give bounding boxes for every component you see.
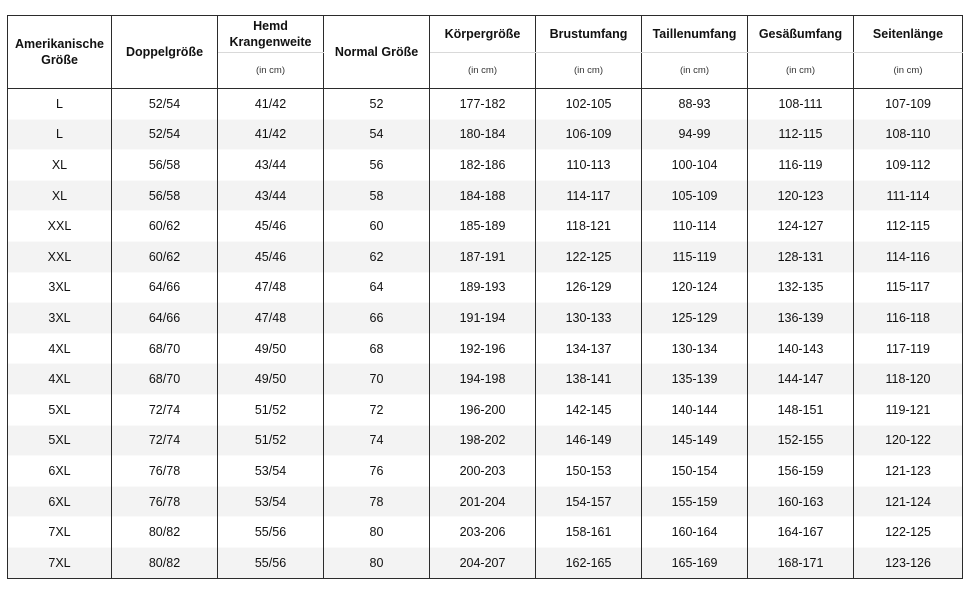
table-cell: 94-99 bbox=[642, 119, 748, 150]
table-cell: 76 bbox=[324, 456, 430, 487]
table-cell: 72 bbox=[324, 394, 430, 425]
table-cell: 118-120 bbox=[854, 364, 963, 395]
table-cell: 41/42 bbox=[218, 119, 324, 150]
unit-hip: (in cm) bbox=[748, 53, 854, 89]
table-row bbox=[8, 456, 963, 487]
table-cell: 7XL bbox=[8, 547, 112, 578]
table-cell: 115-119 bbox=[642, 241, 748, 272]
table-cell: 125-129 bbox=[642, 303, 748, 334]
table-cell: 162-165 bbox=[536, 547, 642, 578]
table-cell: 53/54 bbox=[218, 456, 324, 487]
table-row bbox=[8, 303, 963, 334]
unit-side-length: (in cm) bbox=[854, 53, 963, 89]
table-cell: 66 bbox=[324, 303, 430, 334]
table-cell: 122-125 bbox=[536, 241, 642, 272]
table-cell: 108-111 bbox=[748, 89, 854, 120]
table-cell: 150-153 bbox=[536, 456, 642, 487]
table-cell: 156-159 bbox=[748, 456, 854, 487]
table-cell: 62 bbox=[324, 241, 430, 272]
table-cell: 132-135 bbox=[748, 272, 854, 303]
table-cell: 189-193 bbox=[430, 272, 536, 303]
table-cell: 110-114 bbox=[642, 211, 748, 242]
table-cell: 56 bbox=[324, 150, 430, 181]
table-cell: 72/74 bbox=[112, 425, 218, 456]
table-row bbox=[8, 333, 963, 364]
table-cell: 56/58 bbox=[112, 150, 218, 181]
table-cell: 45/46 bbox=[218, 241, 324, 272]
table-cell: 119-121 bbox=[854, 394, 963, 425]
table-cell: 120-124 bbox=[642, 272, 748, 303]
table-cell: 43/44 bbox=[218, 180, 324, 211]
table-cell: 136-139 bbox=[748, 303, 854, 334]
table-cell: 55/56 bbox=[218, 517, 324, 548]
table-cell: 52/54 bbox=[112, 119, 218, 150]
table-row bbox=[8, 150, 963, 181]
table-cell: 56/58 bbox=[112, 180, 218, 211]
table-cell: 7XL bbox=[8, 517, 112, 548]
header-double-size: Doppelgröße bbox=[112, 16, 218, 89]
table-cell: 140-144 bbox=[642, 394, 748, 425]
table-cell: 3XL bbox=[8, 272, 112, 303]
table-cell: 54 bbox=[324, 119, 430, 150]
table-cell: 203-206 bbox=[430, 517, 536, 548]
table-cell: 150-154 bbox=[642, 456, 748, 487]
table-cell: 49/50 bbox=[218, 333, 324, 364]
table-cell: 80 bbox=[324, 547, 430, 578]
table-row bbox=[8, 425, 963, 456]
table-cell: 78 bbox=[324, 486, 430, 517]
size-table bbox=[7, 15, 963, 579]
table-cell: 160-163 bbox=[748, 486, 854, 517]
table-cell: 142-145 bbox=[536, 394, 642, 425]
table-cell: XXL bbox=[8, 211, 112, 242]
table-cell: XL bbox=[8, 180, 112, 211]
table-cell: 130-133 bbox=[536, 303, 642, 334]
table-cell: 80/82 bbox=[112, 517, 218, 548]
table-cell: 52 bbox=[324, 89, 430, 120]
unit-waist: (in cm) bbox=[642, 53, 748, 89]
table-row bbox=[8, 364, 963, 395]
table-cell: 80 bbox=[324, 517, 430, 548]
table-row bbox=[8, 517, 963, 548]
table-cell: 146-149 bbox=[536, 425, 642, 456]
table-cell: 70 bbox=[324, 364, 430, 395]
table-row bbox=[8, 211, 963, 242]
table-cell: 60 bbox=[324, 211, 430, 242]
table-cell: 192-196 bbox=[430, 333, 536, 364]
table-cell: 198-202 bbox=[430, 425, 536, 456]
table-cell: 122-125 bbox=[854, 517, 963, 548]
table-cell: 55/56 bbox=[218, 547, 324, 578]
table-cell: 43/44 bbox=[218, 150, 324, 181]
table-cell: 154-157 bbox=[536, 486, 642, 517]
unit-chest: (in cm) bbox=[536, 53, 642, 89]
table-cell: 164-167 bbox=[748, 517, 854, 548]
table-cell: 121-123 bbox=[854, 456, 963, 487]
table-cell: 5XL bbox=[8, 425, 112, 456]
table-cell: 4XL bbox=[8, 333, 112, 364]
table-cell: 184-188 bbox=[430, 180, 536, 211]
table-cell: 109-112 bbox=[854, 150, 963, 181]
table-cell: 180-184 bbox=[430, 119, 536, 150]
header-american-size: Amerikanische Größe bbox=[8, 16, 112, 89]
table-cell: 168-171 bbox=[748, 547, 854, 578]
table-cell: 51/52 bbox=[218, 394, 324, 425]
table-cell: 64 bbox=[324, 272, 430, 303]
table-cell: 123-126 bbox=[854, 547, 963, 578]
table-cell: 68/70 bbox=[112, 364, 218, 395]
header-side-length: Seitenlänge bbox=[854, 16, 963, 53]
table-row bbox=[8, 272, 963, 303]
table-row bbox=[8, 241, 963, 272]
table-cell: 120-122 bbox=[854, 425, 963, 456]
table-row bbox=[8, 119, 963, 150]
table-cell: 47/48 bbox=[218, 303, 324, 334]
table-cell: 74 bbox=[324, 425, 430, 456]
table-cell: 118-121 bbox=[536, 211, 642, 242]
table-cell: 88-93 bbox=[642, 89, 748, 120]
table-cell: 140-143 bbox=[748, 333, 854, 364]
table-cell: 138-141 bbox=[536, 364, 642, 395]
header-chest: Brustumfang bbox=[536, 16, 642, 53]
table-cell: 114-117 bbox=[536, 180, 642, 211]
table-cell: 134-137 bbox=[536, 333, 642, 364]
table-cell: 4XL bbox=[8, 364, 112, 395]
table-cell: 6XL bbox=[8, 486, 112, 517]
table-cell: 111-114 bbox=[854, 180, 963, 211]
table-cell: 41/42 bbox=[218, 89, 324, 120]
table-cell: 160-164 bbox=[642, 517, 748, 548]
table-cell: 200-203 bbox=[430, 456, 536, 487]
header-hip: Gesäßumfang bbox=[748, 16, 854, 53]
table-cell: 144-147 bbox=[748, 364, 854, 395]
table-cell: 128-131 bbox=[748, 241, 854, 272]
table-cell: 155-159 bbox=[642, 486, 748, 517]
table-cell: 64/66 bbox=[112, 303, 218, 334]
table-cell: 49/50 bbox=[218, 364, 324, 395]
table-cell: 53/54 bbox=[218, 486, 324, 517]
table-body bbox=[8, 89, 963, 579]
table-cell: XXL bbox=[8, 241, 112, 272]
table-cell: 194-198 bbox=[430, 364, 536, 395]
table-cell: 120-123 bbox=[748, 180, 854, 211]
table-cell: 80/82 bbox=[112, 547, 218, 578]
table-cell: 185-189 bbox=[430, 211, 536, 242]
table-row bbox=[8, 180, 963, 211]
table-cell: 124-127 bbox=[748, 211, 854, 242]
table-cell: 177-182 bbox=[430, 89, 536, 120]
table-cell: 105-109 bbox=[642, 180, 748, 211]
table-cell: 115-117 bbox=[854, 272, 963, 303]
table-cell: 196-200 bbox=[430, 394, 536, 425]
table-cell: 117-119 bbox=[854, 333, 963, 364]
header-collar-size: Hemd Krangenweite bbox=[218, 16, 324, 53]
header-body-height: Körpergröße bbox=[430, 16, 536, 53]
table-cell: 204-207 bbox=[430, 547, 536, 578]
table-cell: L bbox=[8, 119, 112, 150]
table-row bbox=[8, 89, 963, 120]
table-cell: 110-113 bbox=[536, 150, 642, 181]
table-cell: 76/78 bbox=[112, 486, 218, 517]
table-row bbox=[8, 486, 963, 517]
table-cell: 112-115 bbox=[748, 119, 854, 150]
table-cell: 116-118 bbox=[854, 303, 963, 334]
table-cell: 130-134 bbox=[642, 333, 748, 364]
table-cell: 145-149 bbox=[642, 425, 748, 456]
table-cell: 114-116 bbox=[854, 241, 963, 272]
table-cell: L bbox=[8, 89, 112, 120]
table-cell: 158-161 bbox=[536, 517, 642, 548]
header-normal-size: Normal Größe bbox=[324, 16, 430, 89]
table-cell: 102-105 bbox=[536, 89, 642, 120]
table-cell: 106-109 bbox=[536, 119, 642, 150]
table-header bbox=[8, 16, 963, 89]
table-row bbox=[8, 547, 963, 578]
table-cell: 60/62 bbox=[112, 211, 218, 242]
size-chart bbox=[7, 15, 962, 579]
header-waist: Taillenumfang bbox=[642, 16, 748, 53]
table-cell: 58 bbox=[324, 180, 430, 211]
table-cell: 45/46 bbox=[218, 211, 324, 242]
table-cell: 112-115 bbox=[854, 211, 963, 242]
table-cell: 68 bbox=[324, 333, 430, 364]
table-cell: 201-204 bbox=[430, 486, 536, 517]
table-cell: 6XL bbox=[8, 456, 112, 487]
table-cell: XL bbox=[8, 150, 112, 181]
table-cell: 165-169 bbox=[642, 547, 748, 578]
table-cell: 64/66 bbox=[112, 272, 218, 303]
unit-body-height: (in cm) bbox=[430, 53, 536, 89]
table-cell: 60/62 bbox=[112, 241, 218, 272]
unit-collar-size: (in cm) bbox=[218, 53, 324, 89]
table-cell: 116-119 bbox=[748, 150, 854, 181]
table-cell: 72/74 bbox=[112, 394, 218, 425]
table-cell: 47/48 bbox=[218, 272, 324, 303]
table-cell: 182-186 bbox=[430, 150, 536, 181]
table-cell: 68/70 bbox=[112, 333, 218, 364]
table-cell: 126-129 bbox=[536, 272, 642, 303]
table-cell: 148-151 bbox=[748, 394, 854, 425]
table-cell: 152-155 bbox=[748, 425, 854, 456]
table-cell: 108-110 bbox=[854, 119, 963, 150]
table-cell: 191-194 bbox=[430, 303, 536, 334]
table-cell: 187-191 bbox=[430, 241, 536, 272]
table-cell: 107-109 bbox=[854, 89, 963, 120]
table-cell: 76/78 bbox=[112, 456, 218, 487]
table-cell: 3XL bbox=[8, 303, 112, 334]
table-cell: 5XL bbox=[8, 394, 112, 425]
table-cell: 100-104 bbox=[642, 150, 748, 181]
table-row bbox=[8, 394, 963, 425]
table-cell: 121-124 bbox=[854, 486, 963, 517]
table-cell: 51/52 bbox=[218, 425, 324, 456]
table-cell: 52/54 bbox=[112, 89, 218, 120]
table-cell: 135-139 bbox=[642, 364, 748, 395]
